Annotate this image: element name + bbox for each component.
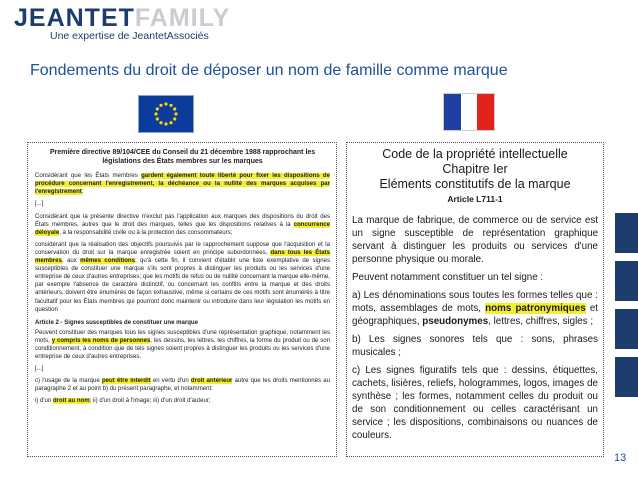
side-bar: [615, 261, 638, 301]
chapter-heading: Chapitre Ier: [442, 162, 508, 176]
code-paragraph: La marque de fabrique, de commerce ou de service est un signe susceptible de représentation graphique servant à distinguer les produits ou services d'une personne physique ou morale.: [352, 215, 598, 265]
text-run: Considérant que la présente directive n'exclut pas l'application aux marques des dispositions du droit des États membres, autres que le droit des marques, telles que les dispositions relatives à la: [35, 213, 330, 228]
code-paragraph: b) Les signes sonores tels que : sons, phrases musicales ;: [352, 334, 598, 358]
text-run: ; qu'à cette fin, il convient d'établir une liste exemplative de signes susceptibles de constituer une marque s'ils sont propres à distinguer les produits ou les services d'une entreprise de ceux d'autres entreprises; que les motifs de refus ou de nullité concernant la marque elle-même, par exemple l'absence de caractère distinctif, ou concernant les conflits entre la marque et des droits antérieurs, doivent être énumérés de façon exhaustive, même si certains de ces motifs sont énumérés à titre facultatif pour les États membres qui pourront donc maintenir ou introduire dans leur législation les motifs en question: [35, 258, 331, 313]
france-flag-icon: [443, 93, 495, 131]
code-propriete-excerpt: [346, 142, 604, 457]
text-run: considérant que la réalisation des objectifs poursuivis par le rapprochement suppose que l'acquisition et la conservation du droit sur la marque enregistrée soient en principe subordonnées,: [35, 241, 330, 256]
highlight: mêmes conditions: [80, 258, 135, 265]
logo-part-jeantet: JEANTET: [14, 4, 135, 32]
ellipsis: [...]: [35, 201, 44, 208]
side-bar: [615, 309, 638, 349]
ellipsis: [...]: [35, 366, 44, 373]
eu-directive-excerpt: [27, 142, 337, 457]
directive-paragraph: [35, 241, 330, 314]
text-run: autre que les droits mentionnés au paragraphe 2 et au point b) du présent paragraphe, et notamment:: [35, 378, 330, 393]
text-run: c) l'usage de la marque: [35, 378, 102, 385]
bold-text: pseudonymes: [422, 316, 489, 327]
text-run: i) d'un: [35, 398, 53, 405]
highlight: droit antérieur: [190, 378, 233, 385]
directive-paragraph: [35, 377, 330, 393]
directive-heading: Première directive 89/104/CEE du Conseil du 21 décembre 1988 rapprochant les législations des États membres sur les marques: [49, 149, 316, 165]
eu-flag-icon: [138, 95, 194, 133]
text-run: , aux: [61, 258, 81, 265]
text-run: , les dessins, les lettres, les chiffres, la forme du produit ou de son conditionnement, à condition que de tels signes soient propres à distinguer les produits ou les services d'une entreprise de ceux d'autres entreprises.: [35, 337, 330, 361]
text-run: et géographiques,: [352, 303, 598, 327]
page-number: 13: [614, 452, 627, 464]
highlight: droit au nom: [52, 398, 90, 405]
text-run: Peuvent constituer des marques tous les signes susceptibles d'une représentation graphique, notamment les mots,: [35, 329, 330, 344]
directive-paragraph: [35, 329, 330, 361]
text-run: , à la responsabilité civile ou à la protection des consommateurs;: [59, 229, 233, 236]
highlight: gardent également toute liberté pour fixer les dispositions de procédure concernant l'enregistrement, la déchéance ou la nullité des marques acquises par l'enregistrement: [35, 173, 330, 196]
code-heading: Code de la propriété intellectuelle: [382, 147, 568, 161]
text-run: , lettres, chiffres, sigles ;: [488, 316, 594, 327]
text-run: Considérant que les États membres: [35, 173, 142, 180]
code-paragraph: c) Les signes figuratifs tels que : dessins, étiquettes, cachets, lisières, reliefs, hologrammes, logos, images de synthèse ; les formes, notamment celles du produit ou de son conditionnement ou celles caractérisant un service ; les dispositions, combinaisons ou nuances de couleurs.: [352, 365, 598, 441]
side-decoration: [615, 213, 638, 405]
directive-paragraph: [35, 213, 330, 237]
text-run: ; ii) d'un droit à l'image; iii) d'un droit d'auteur;: [89, 398, 211, 405]
highlight: dans tous les États membres: [35, 249, 330, 265]
highlight: peut être interdit: [101, 378, 151, 385]
logo-part-family: FAMILY: [134, 4, 231, 32]
article-2-heading: Article 2 - Signes susceptibles de constituer une marque: [35, 319, 198, 326]
highlight: noms patronymiques: [485, 303, 586, 314]
directive-paragraph: [35, 172, 330, 196]
logo-wordmark: [14, 6, 230, 31]
section-heading: Eléments constitutifs de la marque: [379, 177, 571, 191]
slide-title: Fondements du droit de déposer un nom de famille comme marque: [30, 62, 508, 79]
side-bar: [615, 213, 638, 253]
code-paragraph: Peuvent notamment constituer un tel signe :: [352, 272, 544, 283]
jeantet-family-logo: [14, 6, 244, 42]
code-paragraph: [352, 289, 598, 328]
highlight: concurrence déloyale: [35, 221, 330, 236]
text-run: ;: [81, 189, 84, 196]
directive-paragraph: [35, 397, 330, 405]
text-run: en vertu d'un: [150, 378, 191, 385]
logo-tagline: Une expertise de JeantetAssociés: [50, 30, 209, 42]
article-heading: Article L711-1: [447, 194, 503, 204]
text-run: a) Les dénominations sous toutes les formes telles que : mots, assemblages de mots,: [352, 290, 598, 314]
highlight: y compris les noms de personnes: [51, 337, 151, 344]
side-bar: [615, 357, 638, 397]
